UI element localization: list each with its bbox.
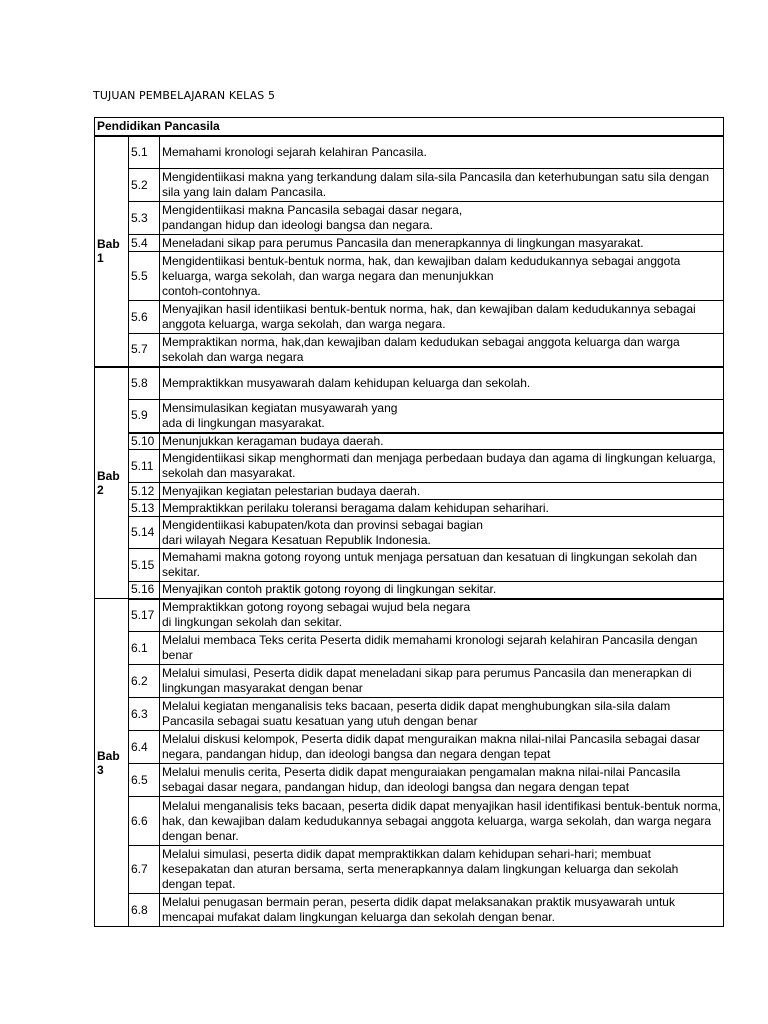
objective-text: Mempraktikkan gotong royong sebagai wujud bela negara di lingkungan sekolah dan sekitar. — [160, 599, 724, 632]
objective-number: 6.2 — [129, 665, 160, 698]
objective-number: 5.8 — [129, 367, 160, 400]
objective-number: 5.16 — [129, 582, 160, 599]
objective-number: 5.13 — [129, 500, 160, 517]
table-row — [95, 665, 724, 698]
table-row — [95, 400, 724, 433]
document-title: TUJUAN PEMBELAJARAN KELAS 5 — [93, 89, 276, 102]
bab-label: Bab 1 — [95, 136, 129, 367]
objective-number: 6.5 — [129, 764, 160, 797]
objective-number: 6.8 — [129, 894, 160, 927]
subject-heading: Pendidikan Pancasila — [95, 118, 724, 136]
objective-text: Menyajikan hasil identiikasi bentuk-bentuk norma, hak, dan kewajiban dalam kedudukannya sebagai anggota keluarga, warga sekolah, dan warga negara. — [160, 301, 724, 334]
objective-number: 5.14 — [129, 517, 160, 549]
table-row — [95, 632, 724, 665]
objective-text: Menunjukkan keragaman budaya daerah. — [160, 433, 724, 450]
objective-number: 5.10 — [129, 433, 160, 450]
objective-text: Mengidentiikasi kabupaten/kota dan provinsi sebagai bagian dari wilayah Negara Kesatuan Republik Indonesia. — [160, 517, 724, 549]
objective-number: 5.1 — [129, 136, 160, 169]
objective-text: Mensimulasikan kegiatan musyawarah yang ada di lingkungan masyarakat. — [160, 400, 724, 433]
objective-text: Melalui membaca Teks cerita Peserta didik memahami kronologi sejarah kelahiran Pancasila dengan benar — [160, 632, 724, 665]
table-row — [95, 764, 724, 797]
table-row — [95, 136, 724, 169]
objective-number: 5.4 — [129, 235, 160, 252]
table-row — [95, 698, 724, 731]
objective-number: 5.15 — [129, 549, 160, 582]
table-row — [95, 582, 724, 599]
objective-text: Menyajikan kegiatan pelestarian budaya daerah. — [160, 483, 724, 500]
table-row — [95, 252, 724, 301]
table-row — [95, 169, 724, 202]
bab-label: Bab 2 — [95, 367, 129, 599]
table-header-row — [95, 118, 724, 136]
objective-text: Mengidentiikasi bentuk-bentuk norma, hak, dan kewajiban dalam kedudukannya sebagai anggota keluarga, warga sekolah, dan warga negara dan menunjukkan contoh-contohnya. — [160, 252, 724, 301]
table-row — [95, 483, 724, 500]
objective-text: Melalui simulasi, Peserta didik dapat meneladani sikap para perumus Pancasila dan menerapkan di lingkungan masyarakat dengan benar — [160, 665, 724, 698]
table-row — [95, 846, 724, 894]
objective-number: 6.4 — [129, 731, 160, 764]
objective-number: 6.6 — [129, 797, 160, 846]
objective-text: Meneladani sikap para perumus Pancasila dan menerapkannya di lingkungan masyarakat. — [160, 235, 724, 252]
table-row — [95, 367, 724, 400]
table-row — [95, 334, 724, 367]
table-row — [95, 894, 724, 927]
objective-text: Mengidentiikasi makna Pancasila sebagai dasar negara, pandangan hidup dan ideologi bangsa dan negara. — [160, 202, 724, 235]
objective-number: 5.9 — [129, 400, 160, 433]
objective-number: 6.1 — [129, 632, 160, 665]
table-row — [95, 797, 724, 846]
learning-objectives-table — [94, 117, 724, 927]
objective-text: Melalui menulis cerita, Peserta didik dapat menguraiakan pengamalan makna nilai-nilai Pancasila sebagai dasar negara, pandangan hidup, dan ideologi bangsa dan negara dengan tepat — [160, 764, 724, 797]
table-row — [95, 731, 724, 764]
table-row — [95, 450, 724, 483]
objective-number: 6.3 — [129, 698, 160, 731]
objective-number: 5.17 — [129, 599, 160, 632]
objective-text: Melalui diskusi kelompok, Peserta didik dapat menguraikan makna nilai-nilai Pancasila sebagai dasar negara, pandangan hidup, dan ideologi bangsa dan negara dengan tepat — [160, 731, 724, 764]
bab-label: Bab 3 — [95, 599, 129, 927]
objective-text: Memahami makna gotong royong untuk menjaga persatuan dan kesatuan di lingkungan sekolah dan sekitar. — [160, 549, 724, 582]
table-row — [95, 549, 724, 582]
table-row — [95, 517, 724, 549]
objective-number: 5.11 — [129, 450, 160, 483]
objective-text: Mempraktikan norma, hak,dan kewajiban dalam kedudukan sebagai anggota keluarga dan warga sekolah dan warga negara — [160, 334, 724, 367]
objective-number: 5.7 — [129, 334, 160, 367]
table-row — [95, 500, 724, 517]
objective-text: Melalui menganalisis teks bacaan, peserta didik dapat menyajikan hasil identifikasi bentuk-bentuk norma, hak, dan kewajiban dalam kedudukannya sebagai anggota keluarga, warga sekolah, dan warga negara dengan benar. — [160, 797, 724, 846]
objective-number: 5.5 — [129, 252, 160, 301]
table-row — [95, 235, 724, 252]
objective-text: Memahami kronologi sejarah kelahiran Pancasila. — [160, 136, 724, 169]
objective-number: 6.7 — [129, 846, 160, 894]
objective-number: 5.12 — [129, 483, 160, 500]
objective-number: 5.3 — [129, 202, 160, 235]
objective-number: 5.6 — [129, 301, 160, 334]
objective-text: Mempraktikkan perilaku toleransi beragama dalam kehidupan seharihari. — [160, 500, 724, 517]
objective-text: Mempraktikkan musyawarah dalam kehidupan keluarga dan sekolah. — [160, 367, 724, 400]
objective-text: Melalui penugasan bermain peran, peserta didik dapat melaksanakan praktik musyawarah untuk mencapai mufakat dalam lingkungan keluarga dan sekolah dengan benar. — [160, 894, 724, 927]
table-row — [95, 599, 724, 632]
objective-text: Menyajikan contoh praktik gotong royong di lingkungan sekitar. — [160, 582, 724, 599]
table-row — [95, 301, 724, 334]
objective-number: 5.2 — [129, 169, 160, 202]
objective-text: Mengidentiikasi sikap menghormati dan menjaga perbedaan budaya dan agama di lingkungan keluarga, sekolah dan masyarakat. — [160, 450, 724, 483]
objective-text: Mengidentiikasi makna yang terkandung dalam sila-sila Pancasila dan keterhubungan satu sila dengan sila yang lain dalam Pancasila. — [160, 169, 724, 202]
objective-text: Melalui simulasi, peserta didik dapat mempraktikkan dalam kehidupan sehari-hari; membuat kesepakatan dan aturan bersama, serta menerapkannya dalam lingkungan keluarga dan sekolah dengan tepat. — [160, 846, 724, 894]
objective-text: Melalui kegiatan menganalisis teks bacaan, peserta didik dapat menghubungkan sila-sila dalam Pancasila sebagai suatu kesatuan yang utuh dengan benar — [160, 698, 724, 731]
table-row — [95, 433, 724, 450]
table-row — [95, 202, 724, 235]
